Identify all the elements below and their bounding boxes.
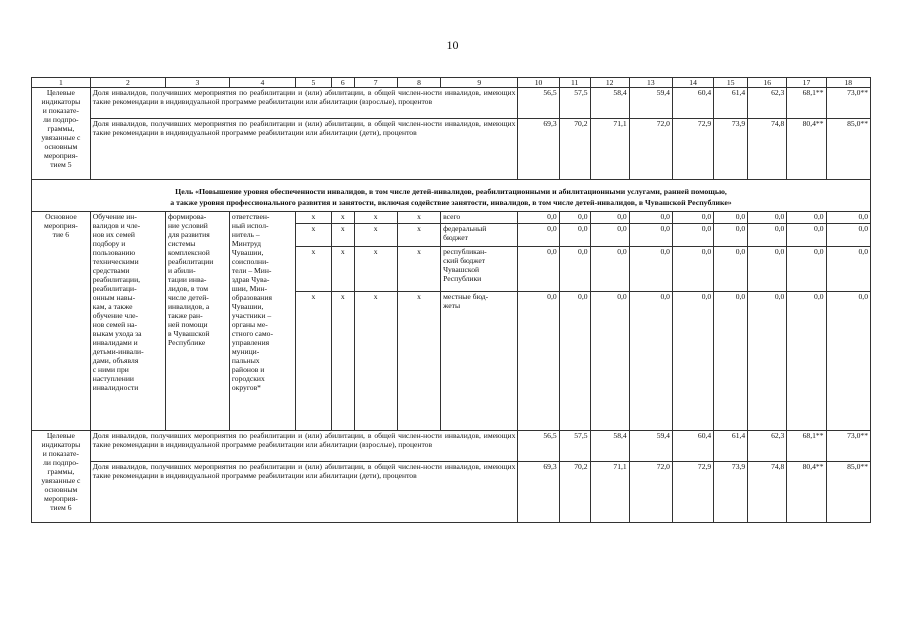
funding-value: 0,0 [714, 292, 748, 431]
indicator-description: Доля инвалидов, получивших мероприятия по реабилитации и (или) абилитации, в общей числен-ности инвалидов, имеющих такие рекомендации в индивидуальной программе реабилитации или абилитации (дети), процентов [90, 119, 518, 180]
funding-value: 0,0 [787, 247, 826, 292]
indicator-value: 70,2 [559, 119, 590, 180]
funding-value: 0,0 [672, 247, 713, 292]
funding-value: 0,0 [672, 212, 713, 224]
funding-value: 0,0 [590, 247, 629, 292]
code-mark: х [397, 212, 440, 224]
funding-value: 0,0 [559, 212, 590, 224]
measure-row [32, 212, 871, 224]
funding-value: 0,0 [787, 292, 826, 431]
indicator-value: 72,0 [629, 462, 672, 523]
indicator-value: 72,9 [672, 119, 713, 180]
funding-value: 0,0 [748, 224, 787, 247]
indicator-value: 71,1 [590, 119, 629, 180]
code-mark: х [295, 212, 331, 224]
indicator-value: 58,4 [590, 431, 629, 462]
measure-description: Обучение ин- валидов и чле- нов их семей подбору и пользованию техническими средствами реабилитации, реабилитаци- онным навы- кам, а также обучение чле- нов семей на- выкам ухода за инвалидами и детьми-инвали- дами, объявля с ними при наступлении инвалидности [90, 212, 165, 431]
funding-value: 0,0 [826, 292, 870, 431]
indicator-value: 61,4 [714, 431, 748, 462]
funding-value: 0,0 [559, 292, 590, 431]
funding-value: 0,0 [629, 247, 672, 292]
column-number-10: 10 [518, 78, 559, 88]
indicator-value: 60,4 [672, 88, 713, 119]
code-mark: х [295, 224, 331, 247]
funding-value: 0,0 [826, 212, 870, 224]
indicator-value: 56,5 [518, 88, 559, 119]
column-number-4: 4 [229, 78, 295, 88]
block2-indicator-row [32, 431, 871, 462]
funding-value: 0,0 [748, 292, 787, 431]
indicator-value: 69,3 [518, 462, 559, 523]
funding-value: 0,0 [518, 292, 559, 431]
column-number-5: 5 [295, 78, 331, 88]
indicator-value: 73,9 [714, 119, 748, 180]
column-number-11: 11 [559, 78, 590, 88]
column-number-1: 1 [32, 78, 91, 88]
header-row [32, 78, 871, 88]
indicator-value: 85,0** [826, 462, 870, 523]
indicator-value: 74,8 [748, 119, 787, 180]
indicator-value: 57,5 [559, 431, 590, 462]
indicator-description: Доля инвалидов, получивших мероприятия по реабилитации и (или) абилитации, в общей числен-ности инвалидов, имеющих такие рекомендации в индивидуальной программе реабилитации или абилитации (взрослые), процентов [90, 88, 518, 119]
funding-value: 0,0 [629, 292, 672, 431]
code-mark: х [354, 212, 397, 224]
column-number-3: 3 [165, 78, 229, 88]
program-table [31, 77, 871, 523]
column-number-16: 16 [748, 78, 787, 88]
funding-value: 0,0 [559, 247, 590, 292]
indicator-value: 72,0 [629, 119, 672, 180]
code-mark: х [397, 224, 440, 247]
indicator-value: 61,4 [714, 88, 748, 119]
page-number: 10 [446, 38, 459, 52]
code-mark: х [354, 247, 397, 292]
funding-value: 0,0 [672, 224, 713, 247]
funding-value: 0,0 [590, 212, 629, 224]
funding-value: 0,0 [714, 212, 748, 224]
column-number-8: 8 [397, 78, 440, 88]
code-mark: х [331, 224, 354, 247]
funding-value: 0,0 [518, 212, 559, 224]
funding-source: всего [441, 212, 518, 224]
column-number-6: 6 [331, 78, 354, 88]
measure-executors: ответствен- ный испол- нитель – Минтруд Чувашии, соисполни- тели – Мин- здрав Чува- шии, Мин- образования Чувашии, участники – органы ме- стного само- управления муници- пальных районов и городских округов* [229, 212, 295, 431]
indicator-value: 56,5 [518, 431, 559, 462]
code-mark: х [397, 247, 440, 292]
indicator-value: 74,8 [748, 462, 787, 523]
funding-source: федеральный бюджет [441, 224, 518, 247]
funding-value: 0,0 [748, 212, 787, 224]
code-mark: х [331, 247, 354, 292]
indicator-value: 62,3 [748, 431, 787, 462]
code-mark: х [354, 292, 397, 431]
indicator-value: 80,4** [787, 119, 826, 180]
code-mark: х [354, 224, 397, 247]
goal-row [32, 180, 871, 212]
funding-value: 0,0 [629, 212, 672, 224]
column-number-9: 9 [441, 78, 518, 88]
indicator-description: Доля инвалидов, получивших мероприятия по реабилитации и (или) абилитации, в общей числен-ности инвалидов, имеющих такие рекомендации в индивидуальной программе реабилитации или абилитации (взрослые), процентов [90, 431, 518, 462]
funding-source: местные бюд- жеты [441, 292, 518, 431]
indicator-value: 85,0** [826, 119, 870, 180]
funding-value: 0,0 [672, 292, 713, 431]
measure-goal: формирова- ние условий для развития системы комплексной реабилитации и абили- тации инва- лидов, в том числе детей- инвалидов, а также ран- ней помощи в Чувашской Республике [165, 212, 229, 431]
funding-value: 0,0 [748, 247, 787, 292]
funding-value: 0,0 [714, 247, 748, 292]
code-mark: х [397, 292, 440, 431]
indicator-value: 58,4 [590, 88, 629, 119]
block1-label: Целевые индикаторы и показате- ли подпро- граммы, увязанные с основным мероприя- тием 5 [32, 88, 91, 180]
column-number-17: 17 [787, 78, 826, 88]
indicator-value: 62,3 [748, 88, 787, 119]
code-mark: х [331, 212, 354, 224]
block1-indicator-row [32, 119, 871, 180]
indicator-value: 57,5 [559, 88, 590, 119]
column-number-18: 18 [826, 78, 870, 88]
funding-value: 0,0 [590, 224, 629, 247]
indicator-value: 59,4 [629, 431, 672, 462]
code-mark: х [295, 247, 331, 292]
column-number-13: 13 [629, 78, 672, 88]
code-mark: х [331, 292, 354, 431]
code-mark: х [295, 292, 331, 431]
indicator-value: 72,9 [672, 462, 713, 523]
block2-indicator-row [32, 462, 871, 523]
indicator-value: 73,9 [714, 462, 748, 523]
block2-label: Целевые индикаторы и показате- ли подпро- граммы, увязанные с основным мероприя- тием 6 [32, 431, 91, 523]
indicator-value: 70,2 [559, 462, 590, 523]
indicator-value: 73,0** [826, 88, 870, 119]
indicator-value: 69,3 [518, 119, 559, 180]
column-number-12: 12 [590, 78, 629, 88]
funding-value: 0,0 [629, 224, 672, 247]
funding-value: 0,0 [714, 224, 748, 247]
indicator-value: 68,1** [787, 88, 826, 119]
indicator-value: 73,0** [826, 431, 870, 462]
indicator-value: 60,4 [672, 431, 713, 462]
funding-value: 0,0 [787, 224, 826, 247]
goal-statement: Цель «Повышение уровня обеспеченности инвалидов, в том числе детей-инвалидов, реабилитационными и абилитационными услугами, ранней помощью, а также уровня профессионального развития и занятости, включая содействие занятости, инвалидов, в том числе детей-инвалидов, в Чувашской Республике» [32, 180, 871, 212]
indicator-value: 80,4** [787, 462, 826, 523]
funding-value: 0,0 [826, 247, 870, 292]
column-number-15: 15 [714, 78, 748, 88]
funding-value: 0,0 [590, 292, 629, 431]
indicator-value: 68,1** [787, 431, 826, 462]
column-number-7: 7 [354, 78, 397, 88]
indicator-value: 59,4 [629, 88, 672, 119]
funding-value: 0,0 [518, 224, 559, 247]
funding-value: 0,0 [518, 247, 559, 292]
column-number-2: 2 [90, 78, 165, 88]
funding-value: 0,0 [787, 212, 826, 224]
funding-value: 0,0 [559, 224, 590, 247]
indicator-value: 71,1 [590, 462, 629, 523]
funding-value: 0,0 [826, 224, 870, 247]
column-number-14: 14 [672, 78, 713, 88]
block1-indicator-row [32, 88, 871, 119]
measure-name: Основное мероприя- тие 6 [32, 212, 91, 431]
indicator-description: Доля инвалидов, получивших мероприятия по реабилитации и (или) абилитации, в общей числен-ности инвалидов, имеющих такие рекомендации в индивидуальной программе реабилитации или абилитации (дети), процентов [90, 462, 518, 523]
funding-source: республикан- ский бюджет Чувашской Республики [441, 247, 518, 292]
